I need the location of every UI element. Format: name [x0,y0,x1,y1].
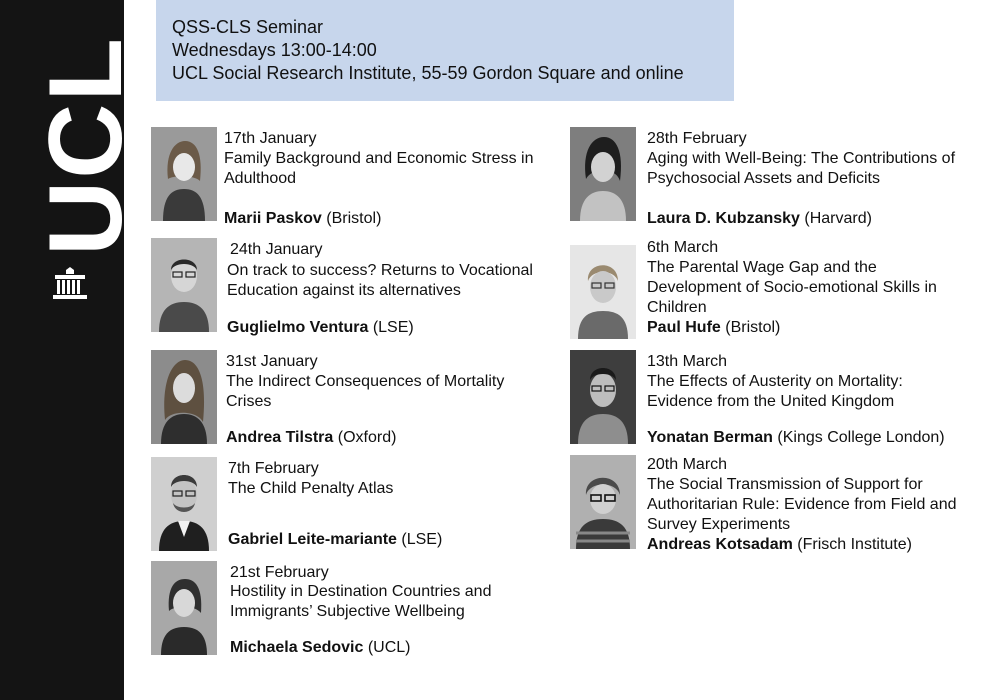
talk-title-line: Development of Socio-emotional Skills in [647,279,937,296]
talk-title-line: Immigrants’ Subjective Wellbeing [230,603,465,620]
talk-title-line: The Effects of Austerity on Mortality: [647,373,903,390]
speaker-affiliation: (Frisch Institute) [797,536,912,553]
talk-speaker [647,428,945,448]
talk-speaker [647,209,872,229]
talk-speaker [226,428,396,448]
talk-date: 6th March [647,239,719,256]
speaker-photo [151,457,217,551]
speaker-name: Andrea Tilstra [226,429,334,446]
speaker-photo [570,127,636,221]
speaker-affiliation: (UCL) [367,639,411,656]
speaker-name: Gabriel Leite-mariante [228,531,397,548]
speaker-affiliation: (Bristol) [725,319,781,336]
talk-title-line: Psychosocial Assets and Deficits [647,170,880,187]
talk-title-line: The Parental Wage Gap and the [647,259,877,276]
talk-date: 13th March [647,353,728,370]
talk-title-line: Education against its alternatives [227,282,461,299]
talk-title-line: Hostility in Destination Countries and [230,583,492,600]
speaker-name: Michaela Sedovic [230,639,364,656]
talk-speaker [230,638,411,658]
talk-title-line: Authoritarian Rule: Evidence from Field and [647,496,957,513]
talk-date: 7th February [228,460,319,477]
speaker-affiliation: (Harvard) [804,210,872,227]
talk-speaker [224,209,381,229]
talk-title-line: Children [647,299,707,316]
speaker-name: Laura D. Kubzansky [647,210,800,227]
speaker-photo [570,245,636,339]
speaker-affiliation: (Kings College London) [777,429,945,446]
speaker-name: Andreas Kotsadam [647,536,793,553]
talk-date: 17th January [224,130,317,147]
seminar-location: UCL Social Research Institute, 55-59 Gordon Square and online [172,63,684,83]
talk-title-line: The Child Penalty Atlas [228,480,394,497]
speaker-photo [151,127,217,221]
talk-title-line: Aging with Well-Being: The Contributions of [647,150,956,167]
speaker-affiliation: (Bristol) [326,210,382,227]
speaker-name: Yonatan Berman [647,429,773,446]
talk-title-line: Survey Experiments [647,516,791,533]
ucl-sidebar [0,0,144,700]
talk-title-line: Evidence from the United Kingdom [647,393,895,410]
speaker-photo [151,350,217,444]
talk-date: 20th March [647,456,728,473]
talk-speaker [647,535,912,555]
speaker-photo [570,455,636,549]
talk-title-line: The Indirect Consequences of Mortality [226,373,505,390]
talk-date: 21st February [230,564,329,581]
speaker-affiliation: (LSE) [372,319,414,336]
talk-date: 31st January [226,353,318,370]
speaker-affiliation: (LSE) [401,531,443,548]
talk-speaker [647,318,780,338]
talk-title-line: Crises [226,393,272,410]
talk-speaker [227,318,414,338]
speaker-photo [151,561,217,655]
speaker-name: Marii Paskov [224,210,322,227]
speaker-name: Guglielmo Ventura [227,319,369,336]
talk-speaker [228,530,442,550]
speaker-photo [151,238,217,332]
speaker-affiliation: (Oxford) [337,429,397,446]
seminar-time: Wednesdays 13:00-14:00 [172,40,377,60]
talk-date: 24th January [230,241,323,258]
portico-icon [50,266,90,300]
talk-title-line: Adulthood [224,170,297,187]
talk-title-line: Family Background and Economic Stress in [224,150,534,167]
seminar-title: QSS-CLS Seminar [172,17,324,37]
talk-date: 28th February [647,130,747,147]
speaker-name: Paul Hufe [647,319,721,336]
speaker-photo [570,350,636,444]
talk-title-line: The Social Transmission of Support for [647,476,923,493]
talk-title-line: On track to success? Returns to Vocational [227,262,533,279]
ucl-logo: UCL [28,36,144,256]
